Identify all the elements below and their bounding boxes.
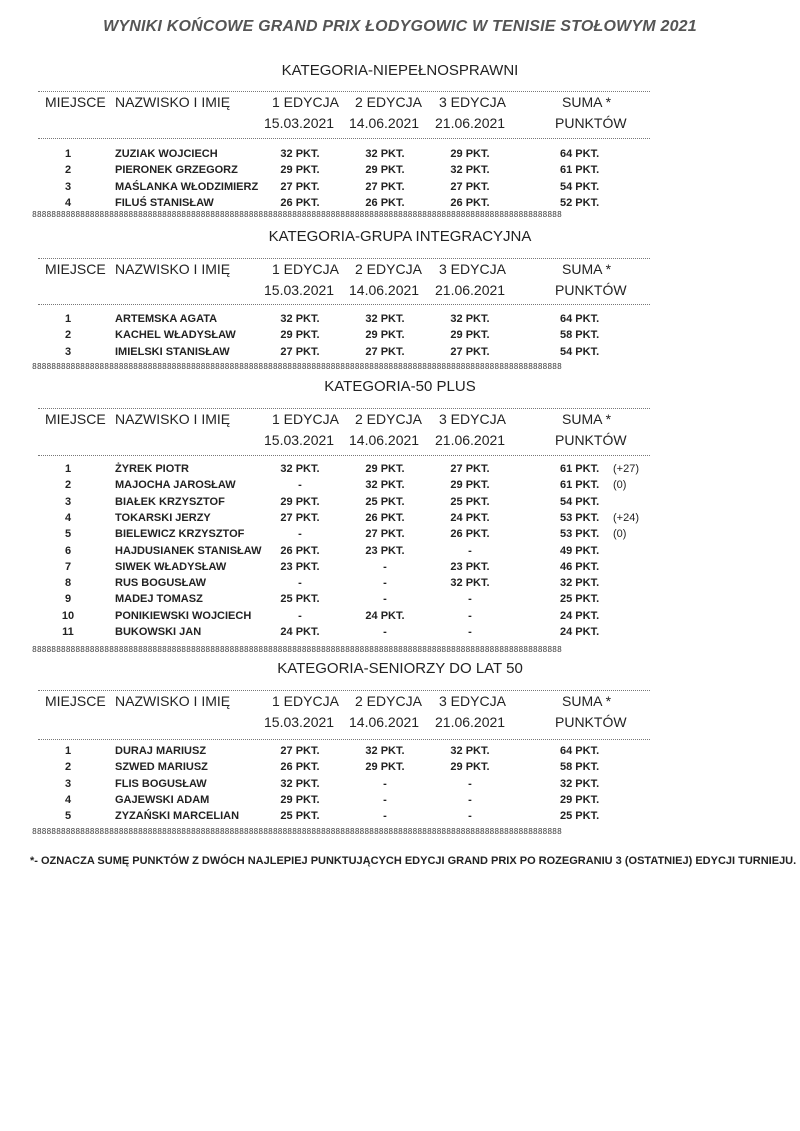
cell-name: FLIS BOGUSŁAW	[115, 778, 207, 790]
header-sum2: PUNKTÓW	[555, 282, 627, 298]
header-sum2: PUNKTÓW	[555, 115, 627, 131]
cell-name: ZYZAŃSKI MARCELIAN	[115, 810, 240, 822]
header-e1: 1 EDYCJA	[272, 261, 339, 277]
cell-sum: 64 PKT.	[560, 313, 600, 325]
cell-e2: -	[383, 577, 387, 589]
table-header	[0, 261, 800, 305]
cell-e2: -	[383, 626, 387, 638]
cell-place: 11	[62, 626, 74, 638]
table-row	[0, 148, 800, 164]
cell-e2: 32 PKT.	[365, 313, 405, 325]
table-row	[0, 479, 800, 495]
header-e3: 3 EDYCJA	[439, 94, 506, 110]
header-divider-bottom	[38, 304, 650, 305]
cell-sum: 29 PKT.	[560, 794, 600, 806]
category-title: KATEGORIA-NIEPEŁNOSPRAWNI	[281, 62, 519, 79]
cell-name: KACHEL WŁADYSŁAW	[115, 329, 236, 341]
table-row	[0, 593, 800, 609]
cell-place: 2	[64, 164, 72, 176]
cell-place: 3	[64, 496, 72, 508]
cell-e2: 23 PKT.	[365, 545, 405, 557]
table-row	[0, 164, 800, 180]
header-e1: 1 EDYCJA	[272, 94, 339, 110]
cell-name: TOKARSKI JERZY	[115, 512, 211, 524]
cell-name: MAŚLANKA WŁODZIMIERZ	[115, 181, 259, 193]
header-divider-bottom	[38, 739, 650, 740]
cell-place: 3	[64, 346, 72, 358]
cell-name: FILUŚ STANISŁAW	[115, 197, 214, 209]
cell-e1: 29 PKT.	[280, 794, 320, 806]
category-title: KATEGORIA-SENIORZY DO LAT 50	[277, 660, 523, 677]
cell-e3: -	[468, 610, 472, 622]
header-e1: 1 EDYCJA	[272, 693, 339, 709]
header-e3: 3 EDYCJA	[439, 411, 506, 427]
cell-e3: 32 PKT.	[450, 745, 490, 757]
table-row	[0, 496, 800, 512]
table-header	[0, 411, 800, 455]
table-header	[0, 94, 800, 138]
header-sum: SUMA *	[562, 94, 612, 110]
header-d1: 15.03.2021	[264, 432, 335, 448]
cell-sum: 54 PKT.	[560, 496, 600, 508]
header-d2: 14.06.2021	[349, 282, 420, 298]
cell-name: BUKOWSKI JAN	[115, 626, 202, 638]
cell-place: 3	[64, 181, 72, 193]
cell-name: ŻYREK PIOTR	[115, 463, 189, 475]
cell-e2: 32 PKT.	[365, 479, 405, 491]
cell-sum: 64 PKT.	[560, 745, 600, 757]
cell-e1: 26 PKT.	[280, 761, 320, 773]
header-e2: 2 EDYCJA	[355, 94, 422, 110]
cell-e2: 29 PKT.	[365, 761, 405, 773]
cell-e1: 27 PKT.	[280, 745, 320, 757]
header-place: MIEJSCE	[45, 693, 106, 709]
cell-place: 1	[64, 463, 72, 475]
header-place: MIEJSCE	[45, 411, 106, 427]
cell-e3: 25 PKT.	[450, 496, 490, 508]
cell-e2: 25 PKT.	[365, 496, 405, 508]
cell-sum: 25 PKT.	[560, 810, 600, 822]
section-separator: 88888888888888888888888888888888888888888888888888888888888888888888888888888888888888888888888888888888888888	[32, 645, 562, 654]
cell-e1: 29 PKT.	[280, 496, 320, 508]
table-row	[0, 528, 800, 544]
category-title: KATEGORIA-GRUPA INTEGRACYJNA	[268, 228, 532, 245]
cell-sum: 53 PKT.	[560, 528, 600, 540]
cell-e2: -	[383, 778, 387, 790]
cell-e2: -	[383, 810, 387, 822]
table-row	[0, 610, 800, 626]
header-sum2: PUNKTÓW	[555, 432, 627, 448]
cell-sum: 32 PKT.	[560, 778, 600, 790]
cell-place: 2	[64, 761, 72, 773]
cell-sum: 25 PKT.	[560, 593, 600, 605]
category-title: KATEGORIA-50 PLUS	[324, 378, 476, 395]
table-row	[0, 626, 800, 642]
cell-e3: 27 PKT.	[450, 181, 490, 193]
cell-e1: 32 PKT.	[280, 778, 320, 790]
cell-e1: 32 PKT.	[280, 148, 320, 160]
cell-sum: 46 PKT.	[560, 561, 600, 573]
cell-name: BIAŁEK KRZYSZTOF	[115, 496, 225, 508]
cell-sum: 54 PKT.	[560, 346, 600, 358]
section-separator: 88888888888888888888888888888888888888888888888888888888888888888888888888888888888888888888888888888888888888	[32, 827, 562, 836]
page-title: WYNIKI KOŃCOWE GRAND PRIX ŁODYGOWIC W TENISIE STOŁOWYM 2021	[103, 18, 697, 35]
cell-e2: 24 PKT.	[365, 610, 405, 622]
cell-place: 8	[64, 577, 72, 589]
cell-name: HAJDUSIANEK STANISŁAW	[115, 545, 262, 557]
cell-e2: 26 PKT.	[365, 197, 405, 209]
header-e2: 2 EDYCJA	[355, 261, 422, 277]
cell-name: RUS BOGUSŁAW	[115, 577, 207, 589]
header-name: NAZWISKO I IMIĘ	[115, 94, 231, 110]
table-row	[0, 512, 800, 528]
cell-note: (+27)	[613, 463, 639, 475]
cell-e2: 29 PKT.	[365, 164, 405, 176]
cell-e1: 27 PKT.	[280, 512, 320, 524]
header-divider-bottom	[38, 455, 650, 456]
cell-sum: 61 PKT.	[560, 164, 600, 176]
table-row	[0, 794, 800, 810]
cell-e3: -	[468, 778, 472, 790]
cell-place: 2	[64, 479, 72, 491]
cell-name: PONIKIEWSKI WOJCIECH	[115, 610, 252, 622]
cell-name: SIWEK WŁADYSŁAW	[115, 561, 227, 573]
cell-name: ZUZIAK WOJCIECH	[115, 148, 218, 160]
cell-e1: 25 PKT.	[280, 810, 320, 822]
header-place: MIEJSCE	[45, 94, 106, 110]
cell-place: 5	[64, 810, 72, 822]
table-row	[0, 577, 800, 593]
table-row	[0, 463, 800, 479]
cell-e3: 29 PKT.	[450, 761, 490, 773]
cell-place: 7	[64, 561, 72, 573]
cell-e3: 32 PKT.	[450, 313, 490, 325]
cell-place: 1	[64, 745, 72, 757]
header-d3: 21.06.2021	[435, 282, 506, 298]
cell-place: 5	[64, 528, 72, 540]
cell-e3: 26 PKT.	[450, 197, 490, 209]
cell-sum: 24 PKT.	[560, 610, 600, 622]
cell-e2: -	[383, 794, 387, 806]
header-name: NAZWISKO I IMIĘ	[115, 411, 231, 427]
cell-e3: 29 PKT.	[450, 329, 490, 341]
cell-e3: 26 PKT.	[450, 528, 490, 540]
header-sum: SUMA *	[562, 411, 612, 427]
header-d2: 14.06.2021	[349, 432, 420, 448]
header-sum: SUMA *	[562, 261, 612, 277]
table-row	[0, 545, 800, 561]
header-place: MIEJSCE	[45, 261, 106, 277]
cell-e1: -	[298, 610, 302, 622]
cell-note: (+24)	[613, 512, 639, 524]
cell-sum: 54 PKT.	[560, 181, 600, 193]
cell-e3: -	[468, 626, 472, 638]
cell-e1: 29 PKT.	[280, 164, 320, 176]
cell-e3: 29 PKT.	[450, 479, 490, 491]
header-sum: SUMA *	[562, 693, 612, 709]
header-d3: 21.06.2021	[435, 432, 506, 448]
cell-e2: 29 PKT.	[365, 329, 405, 341]
table-header	[0, 693, 800, 737]
cell-e3: -	[468, 545, 472, 557]
cell-e3: 24 PKT.	[450, 512, 490, 524]
cell-sum: 49 PKT.	[560, 545, 600, 557]
cell-name: GAJEWSKI ADAM	[115, 794, 210, 806]
cell-e2: 27 PKT.	[365, 528, 405, 540]
cell-e1: 26 PKT.	[280, 545, 320, 557]
cell-place: 3	[64, 778, 72, 790]
table-row	[0, 745, 800, 761]
header-e2: 2 EDYCJA	[355, 411, 422, 427]
cell-e3: -	[468, 794, 472, 806]
header-d1: 15.03.2021	[264, 282, 335, 298]
cell-name: MAJOCHA JAROSŁAW	[115, 479, 236, 491]
header-divider-top	[38, 690, 650, 691]
cell-e1: -	[298, 577, 302, 589]
header-divider-top	[38, 258, 650, 259]
header-e3: 3 EDYCJA	[439, 261, 506, 277]
cell-e1: -	[298, 479, 302, 491]
header-d1: 15.03.2021	[264, 714, 335, 730]
cell-place: 6	[64, 545, 72, 557]
cell-e2: 32 PKT.	[365, 148, 405, 160]
cell-e1: 32 PKT.	[280, 463, 320, 475]
cell-e1: 23 PKT.	[280, 561, 320, 573]
cell-e1: 32 PKT.	[280, 313, 320, 325]
header-sum2: PUNKTÓW	[555, 714, 627, 730]
cell-place: 9	[64, 593, 72, 605]
cell-e2: 32 PKT.	[365, 745, 405, 757]
cell-e3: -	[468, 810, 472, 822]
cell-sum: 52 PKT.	[560, 197, 600, 209]
cell-place: 2	[64, 329, 72, 341]
section-separator: 88888888888888888888888888888888888888888888888888888888888888888888888888888888888888888888888888888888888888	[32, 362, 562, 371]
cell-place: 4	[64, 512, 72, 524]
header-e3: 3 EDYCJA	[439, 693, 506, 709]
section-separator: 88888888888888888888888888888888888888888888888888888888888888888888888888888888888888888888888888888888888888	[32, 210, 562, 219]
cell-e1: 27 PKT.	[280, 346, 320, 358]
table-row	[0, 761, 800, 777]
cell-e1: 25 PKT.	[280, 593, 320, 605]
header-d1: 15.03.2021	[264, 115, 335, 131]
cell-place: 1	[64, 148, 72, 160]
cell-e3: 23 PKT.	[450, 561, 490, 573]
cell-e2: -	[383, 561, 387, 573]
table-row	[0, 181, 800, 197]
cell-e3: -	[468, 593, 472, 605]
cell-e2: 27 PKT.	[365, 181, 405, 193]
cell-name: ARTEMSKA AGATA	[115, 313, 218, 325]
header-d2: 14.06.2021	[349, 115, 420, 131]
cell-sum: 32 PKT.	[560, 577, 600, 589]
table-row	[0, 329, 800, 345]
cell-note: (0)	[613, 528, 627, 540]
cell-sum: 61 PKT.	[560, 479, 600, 491]
cell-name: SZWED MARIUSZ	[115, 761, 208, 773]
table-row	[0, 346, 800, 362]
cell-e2: 26 PKT.	[365, 512, 405, 524]
header-name: NAZWISKO I IMIĘ	[115, 261, 231, 277]
cell-e1: 26 PKT.	[280, 197, 320, 209]
cell-e3: 29 PKT.	[450, 148, 490, 160]
header-divider-bottom	[38, 138, 650, 139]
cell-place: 10	[61, 610, 75, 622]
cell-note: (0)	[613, 479, 627, 491]
table-row	[0, 561, 800, 577]
cell-e1: 29 PKT.	[280, 329, 320, 341]
cell-sum: 58 PKT.	[560, 329, 600, 341]
header-e2: 2 EDYCJA	[355, 693, 422, 709]
header-d3: 21.06.2021	[435, 115, 506, 131]
cell-name: MADEJ TOMASZ	[115, 593, 203, 605]
cell-place: 4	[64, 794, 72, 806]
table-row	[0, 810, 800, 826]
cell-place: 4	[64, 197, 72, 209]
header-d3: 21.06.2021	[435, 714, 506, 730]
cell-e3: 32 PKT.	[450, 577, 490, 589]
cell-place: 1	[64, 313, 72, 325]
cell-e3: 32 PKT.	[450, 164, 490, 176]
cell-e1: 27 PKT.	[280, 181, 320, 193]
cell-name: BIELEWICZ KRZYSZTOF	[115, 528, 245, 540]
table-row	[0, 778, 800, 794]
cell-e2: 27 PKT.	[365, 346, 405, 358]
cell-name: PIERONEK GRZEGORZ	[115, 164, 238, 176]
cell-sum: 53 PKT.	[560, 512, 600, 524]
cell-sum: 61 PKT.	[560, 463, 600, 475]
cell-name: IMIELSKI STANISŁAW	[115, 346, 230, 358]
header-divider-top	[38, 91, 650, 92]
cell-name: DURAJ MARIUSZ	[115, 745, 207, 757]
cell-sum: 24 PKT.	[560, 626, 600, 638]
cell-sum: 64 PKT.	[560, 148, 600, 160]
cell-e1: 24 PKT.	[280, 626, 320, 638]
header-divider-top	[38, 408, 650, 409]
cell-e1: -	[298, 528, 302, 540]
cell-e2: -	[383, 593, 387, 605]
footnote: *- OZNACZA SUMĘ PUNKTÓW Z DWÓCH NAJLEPIEJ PUNKTUJĄCYCH EDYCJI GRAND PRIX PO ROZEGRANIU 3 (OSTATNIEJ) EDYCJI TURNIEJU.	[30, 855, 797, 867]
cell-e3: 27 PKT.	[450, 463, 490, 475]
table-row	[0, 313, 800, 329]
header-e1: 1 EDYCJA	[272, 411, 339, 427]
cell-e2: 29 PKT.	[365, 463, 405, 475]
header-name: NAZWISKO I IMIĘ	[115, 693, 231, 709]
cell-e3: 27 PKT.	[450, 346, 490, 358]
header-d2: 14.06.2021	[349, 714, 420, 730]
cell-sum: 58 PKT.	[560, 761, 600, 773]
